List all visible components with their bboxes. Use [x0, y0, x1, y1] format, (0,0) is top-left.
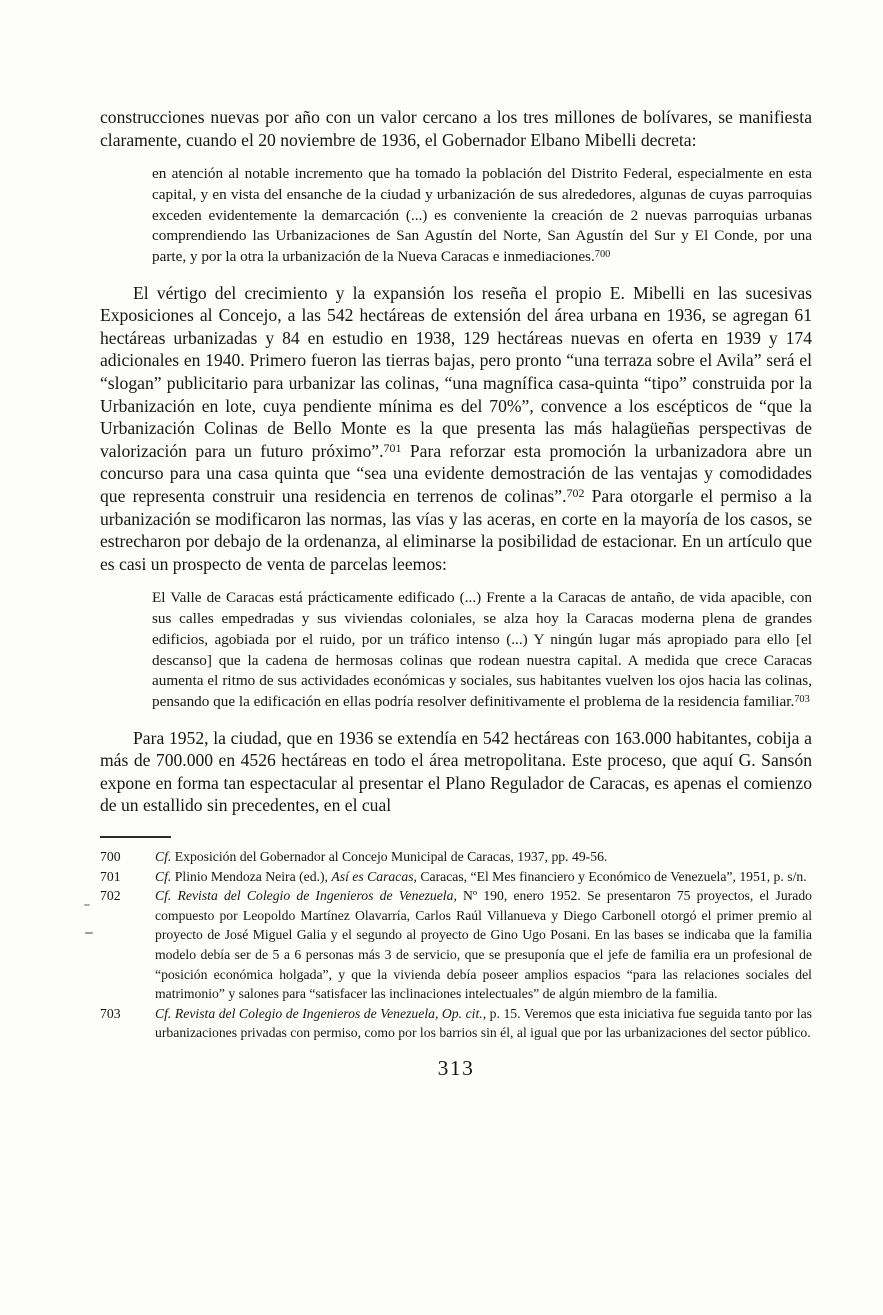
footnote-text: Cf. Exposición del Gobernador al Concejo Municipal de Caracas, 1937, pp. 49-56. [155, 849, 608, 865]
footnote-number: 703 [100, 1005, 121, 1021]
paragraph-growth: El vértigo del crecimiento y la expansión los reseña el propio E. Mibelli en las sucesivas Exposiciones al Concejo, a las 542 hectáreas de extensión del área urbana en 1936, se agregan 61 hectáreas urbanizadas y 84 en estudio en 1938, 129 hectáreas nuevas en oferta en 1939 y 174 adicionales en 1940. Primero fueron las tierras bajas, pero pronto “una terraza sobre el Avila” será el “slogan” publicitario para urbanizar las colinas, “una magnífica casa-quinta “tipo” construida por la Urbanización en lote, cuya pendiente mínima es del 70%”, convence a los escépticos de “que la Urbanización Colinas de Bello Monte es la que presenta las más halagüeñas perspectivas de valorización para un futuro próximo”.$^{701}$ Para reforzar esta promoción la urbanizadora abre un concurso para una casa quinta que “sea una evidente demostración de las ventajas y comodidades que representa construir una residencia en terrenos de colinas”.$^{702}$ Para otorgarle el permiso a la urbanización se modificaron las normas, las vías y las aceras, en corte en la mayoría de los casos, se estrecharon por debajo de la ordenanza, al eliminarse la posibilidad de estacionar. En un artículo que es casi un prospecto de venta de parcelas leemos: [100, 282, 812, 574]
footnote-number: 702 [100, 888, 121, 904]
footnote-701 [100, 867, 812, 887]
footnote-703 [100, 1004, 812, 1043]
footnotes-section [100, 847, 812, 1043]
footnote-separator [100, 836, 171, 838]
footnote-700 [100, 847, 812, 867]
footnote-text: Cf. Plinio Mendoza Neira (ed.), Así es Caracas, Caracas, “El Mes financiero y Económico de Venezuela”, 1951, p. s/n. [155, 868, 807, 884]
blockquote-valle-de-caracas: El Valle de Caracas está prácticamente edificado (...) Frente a la Caracas de antaño, de vida apacible, con sus calles empedradas y sus viviendas coloniales, se alza hoy la Caracas moderna plena de grandes edificios, agobiada por el ruido, por un tráfico intenso (...) Y ningún lugar más apropiado para ello [el descanso] que la cadena de hermosas colinas que rodean nuestra capital. A medida que crece Caracas aumenta el ritmo de sus actividades económicas y sociales, sus habitantes vuelven los ojos hacia las colinas, pensando que la edificación en ellas podría resolver definitivamente el problema de la residencia familiar.$^{703}$ [152, 589, 812, 710]
footnote-702 [100, 886, 812, 1004]
footnote-number: 701 [100, 868, 121, 884]
scan-artifact [85, 932, 93, 934]
paragraph-intro: construcciones nuevas por año con un valor cercano a los tres millones de bolívares, se manifiesta claramente, cuando el 20 noviembre de 1936, el Gobernador Elbano Mibelli decreta: [100, 107, 812, 150]
footnote-text: Cf. Revista del Colegio de Ingenieros de Venezuela, Op. cit., p. 15. Veremos que esta iniciativa fue seguida tanto por las urbanizaciones privadas con permiso, como por los barrios sin él, al igual que por las urbanizaciones del sector público. [155, 1005, 812, 1041]
page-number: 313 [437, 1055, 475, 1080]
footnote-text: Cf. Revista del Colegio de Ingenieros de Venezuela, Nº 190, enero 1952. Se presentaron 75 proyectos, el Jurado compuesto por Leopoldo Martínez Olavarría, Carlos Raúl Villanueva y Diego Carbonell otorgó el primer premio al proyecto de José Miguel Galia y el segundo al proyecto de Gino Ugo Posani. En las bases se indicaba que la familia modelo debía ser de 5 a 6 personas más 3 de servicio, que se presuponía que el jefe de familia era un profesional de “posición económica holgada”, y que la vivienda debía poseer amplios espacios “para las relaciones sociales del matrimonio” y salones para “satisfacer las inclinaciones intelectuales” de algún miembro de la familia. [155, 888, 813, 1002]
paragraph-1952: Para 1952, la ciudad, que en 1936 se extendía en 542 hectáreas con 163.000 habitantes, cobija a más de 700.000 en 4526 hectáreas en todo el área metropolitana. Este proceso, que aquí G. Sansón expone en forma tan espectacular al presentar el Plano Regulador de Caracas, es apenas el comienzo de un estallido sin precedentes, en el cual [100, 727, 812, 816]
footnote-number: 700 [100, 849, 121, 865]
blockquote-decree: en atención al notable incremento que ha tomado la población del Distrito Federal, especialmente en esta capital, y en vista del ensanche de la ciudad y urbanización de sus alrededores, algunas de cuyas parroquias exceden evidentemente la demarcación (...) es conveniente la creación de 2 nuevas parroquias urbanas comprendiendo las Urbanizaciones de San Agustín del Norte, San Agustín del Sur y El Conde, por una parte, y por la otra la urbanización de la Nueva Caracas e inmediaciones.$^{700}$ [152, 165, 812, 265]
scan-artifact [84, 904, 90, 906]
page-content [100, 106, 812, 1081]
